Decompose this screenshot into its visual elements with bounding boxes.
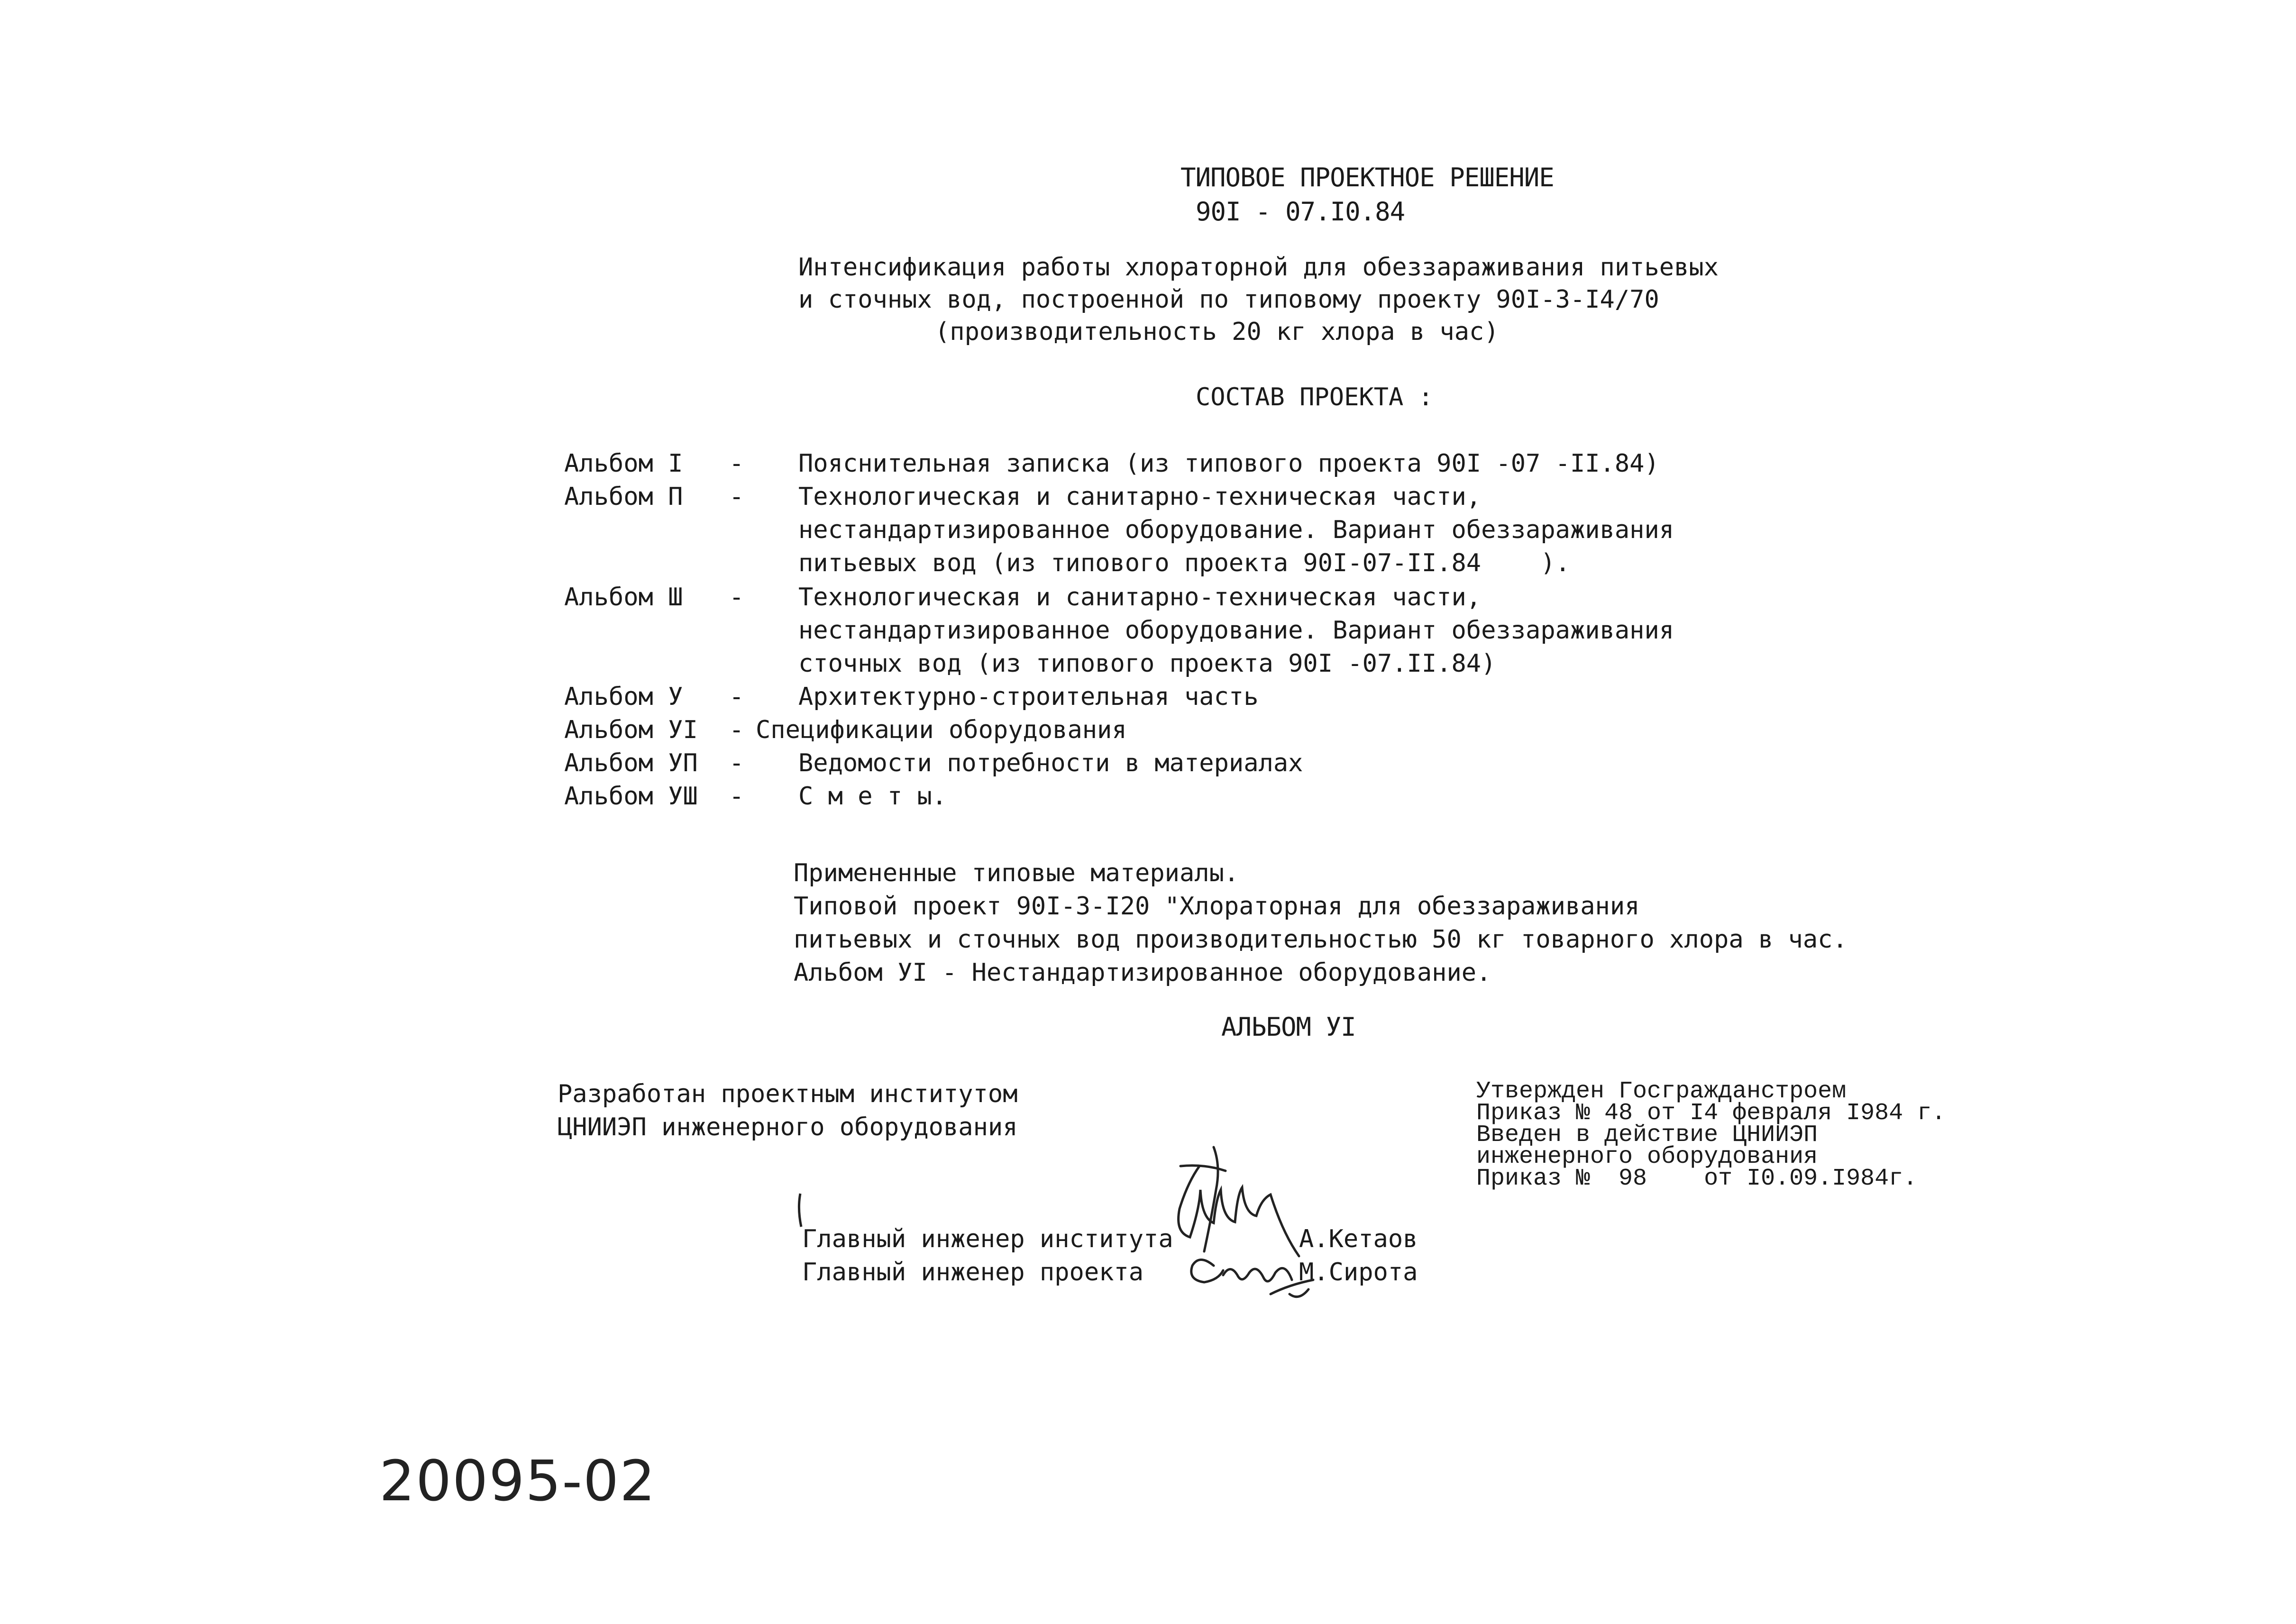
developer-line-1: Разработан проектным институтом [558,1080,1018,1108]
album-description: Технологическая и санитарно-техническая части, [798,483,1482,511]
album-name: Альбом П [564,483,683,511]
album-description: Технологическая и санитарно-техническая части, [798,583,1482,611]
album-description: питьевых вод (из типового проекта 90I-07-II.84 ). [798,549,1570,577]
signature-sirota [1191,1260,1313,1297]
album-name: Альбом УП [564,749,698,777]
applied-materials-line: Альбом УI - Нестандартизированное оборудование. [794,958,1491,987]
album-description: Пояснительная записка (из типового проекта 90I -07 -II.84) [798,449,1659,478]
album-name: Альбом УI [564,716,698,744]
album-description: нестандартизированное оборудование. Вариант обеззараживания [798,516,1674,544]
signatory-name: М.Сирота [1299,1258,1418,1286]
album-description: нестандартизированное оборудование. Вариант обеззараживания [798,616,1674,645]
signatures [787,1138,1356,1318]
signature-ketaov [1179,1147,1299,1256]
album-dash: - [729,449,744,478]
approval-line-2: Приказ № 48 от I4 февраля I984 г. [1476,1100,1946,1127]
album-label: АЛЬБОМ УI [1221,1012,1356,1042]
description-line-2: и сточных вод, построенной по типовому проекту 90I-3-I4/70 [798,285,1659,314]
approval-line-5: Приказ № 98 от I0.09.I984г. [1476,1165,1918,1192]
album-dash: - [729,483,744,511]
signatory-role: Главный инженер института [802,1225,1173,1253]
approval-line-1: Утвержден Госгражданстроем [1476,1078,1847,1105]
applied-materials-heading: Примененные типовые материалы. [794,859,1239,887]
album-description: Архитектурно-строительная часть [798,683,1259,711]
album-description: Спецификации оборудования [756,716,1127,744]
signature-mark [799,1194,801,1227]
album-description: С м е т ы. [798,782,947,811]
album-dash: - [729,749,744,777]
album-dash: - [729,583,744,611]
album-description: сточных вод (из типового проекта 90I -07.II.84) [798,649,1496,678]
album-description: Ведомости потребности в материалах [798,749,1303,777]
album-dash: - [729,683,744,711]
album-name: Альбом I [564,449,683,478]
stamp-number: 20095-02 [379,1448,657,1514]
document-title: ТИПОВОЕ ПРОЕКТНОЕ РЕШЕНИЕ [1180,163,1554,192]
album-name: Альбом Ш [564,583,683,611]
composition-heading: СОСТАВ ПРОЕКТА : [1196,383,1433,411]
signatory-name: А.Кетаов [1299,1225,1418,1253]
signatory-role: Главный инженер проекта [802,1258,1144,1286]
album-dash: - [729,782,744,811]
approval-line-3: Введен в действие ЦНИИЭП [1476,1122,1818,1149]
album-name: Альбом У [564,683,683,711]
applied-materials-line: питьевых и сточных вод производительностью 50 кг товарного хлора в час. [794,925,1848,954]
album-dash: - [729,716,744,744]
album-name: Альбом УШ [564,782,698,811]
document-code: 90I - 07.I0.84 [1196,197,1405,227]
description-line-3: (производительность 20 кг хлора в час) [935,318,1499,346]
applied-materials-line: Типовой проект 90I-3-I20 "Хлораторная для обеззараживания [794,892,1640,921]
approval-line-4: инженерного оборудования [1476,1143,1818,1170]
developer-line-2: ЦНИИЭП инженерного оборудования [558,1113,1018,1141]
description-line-1: Интенсификация работы хлораторной для обеззараживания питьевых [798,253,1719,282]
